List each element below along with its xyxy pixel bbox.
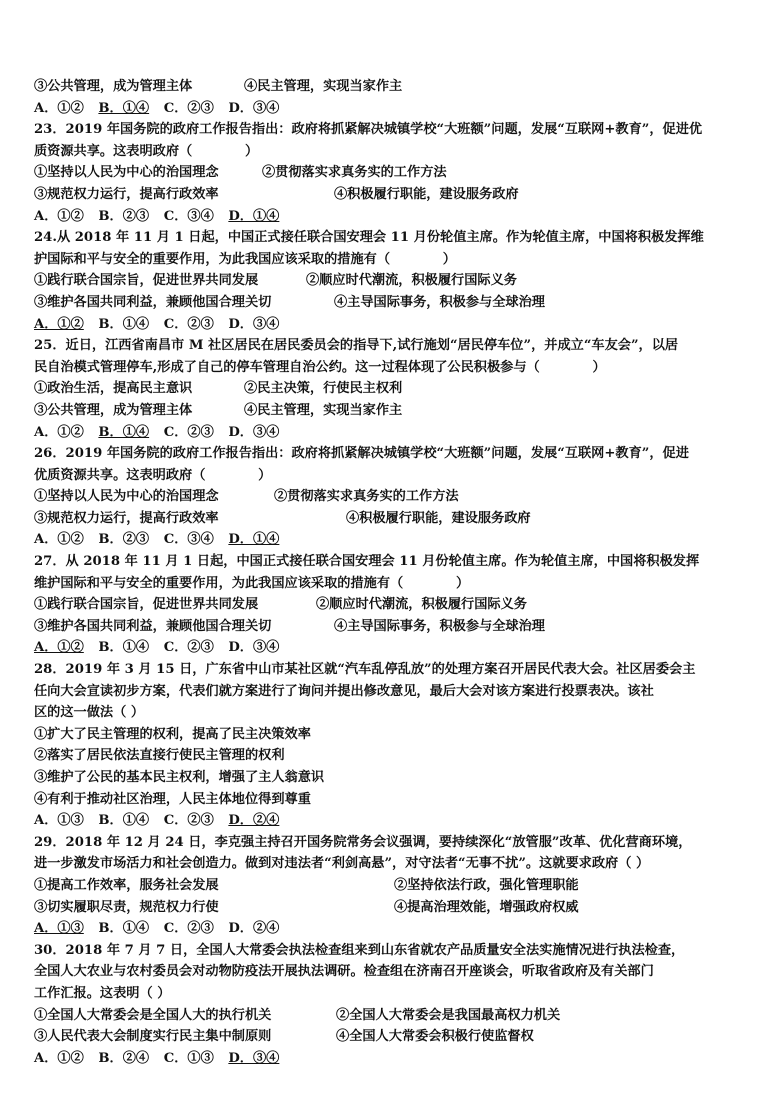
question-stem: 区的这一做法（ ） [34, 705, 145, 721]
question-stem: 质资源共享。这表明政府（ ） [34, 143, 259, 159]
answer-choices [34, 206, 745, 228]
option: ②顺应时代潮流，积极履行国际义务 [316, 597, 527, 613]
question-stem: 23．2019 年国务院的政府工作报告指出：政府将抓紧解决城镇学校“大班额”问题，发展“互联网+教育”，促进优 [34, 122, 703, 138]
choice-d: D．③④ [228, 424, 280, 440]
choice-b: B．①④ [98, 921, 150, 937]
option: ③规范权力运行，提高行政效率 [34, 186, 219, 202]
question-stem: 进一步激发市场活力和社会创造力。做到对违法者“利剑高悬”，对守法者“无事不扰”。这就要求政府（ ） [34, 856, 650, 872]
choice-d: D．③④ [228, 100, 280, 116]
option: ④民主管理，实现当家作主 [244, 402, 403, 418]
option: ③切实履职尽责，规范权力行使 [34, 899, 219, 915]
choice-a: A．①② [34, 1050, 84, 1066]
choice-b: B．①④ [98, 640, 150, 656]
option: ④积极履行职能，建设服务政府 [334, 186, 519, 202]
question-stem: 任向大会宣读初步方案，代表们就方案进行了询问并提出修改意见，最后大会对该方案进行投票表决。该社 [34, 683, 654, 699]
option: ③公共管理，成为管理主体 [34, 402, 193, 418]
choice-c: C．②③ [163, 316, 214, 332]
choice-c: C．②③ [163, 921, 214, 937]
question-stem: 工作汇报。这表明（ ） [34, 985, 171, 1001]
option: ②民主决策，行使民主权利 [244, 381, 403, 397]
question-stem: 29．2018 年 12 月 24 日，李克强主持召开国务院常务会议强调，要持续深化“放管服”改革、优化营商环境， [34, 834, 692, 850]
question-stem: 26．2019 年国务院的政府工作报告指出：政府将抓紧解决城镇学校“大班额”问题，发展“互联网+教育”，促进 [34, 446, 689, 462]
question-stem: 全国人大农业与农村委员会对动物防疫法开展执法调研。检查组在济南召开座谈会，听取省政府及有关部门 [34, 964, 654, 980]
choice-d: D．③④ [228, 316, 280, 332]
answer-choices [34, 314, 745, 336]
choice-a: A．①③ [34, 921, 84, 937]
option-line [34, 76, 745, 98]
option-line [34, 270, 745, 292]
choice-c: C．②③ [163, 424, 214, 440]
choice-a: A．①② [34, 640, 84, 656]
answer-choices [34, 1048, 745, 1070]
option-line [34, 594, 745, 616]
answer-choices [34, 422, 745, 444]
option: ①政治生活，提高民主意识 [34, 381, 193, 397]
option: ③人民代表大会制度实行民主集中制原则 [34, 1029, 272, 1045]
option: ④有利于推动社区治理，人民主体地位得到尊重 [34, 791, 311, 807]
question-stem: 护国际和平与安全的重要作用，为此我国应该采取的措施有（ ） [34, 251, 456, 267]
option: ②落实了居民依法直接行使民主管理的权利 [34, 748, 285, 764]
option: ②贯彻落实求真务实的工作方法 [262, 165, 447, 181]
option-line [34, 486, 745, 508]
option-line [34, 400, 745, 422]
question-stem: 27．从 2018 年 11 月 1 日起，中国正式接任联合国安理会 11 月份轮值主席。作为轮值主席，中国将积极发挥 [34, 554, 700, 570]
option-line [34, 897, 745, 919]
option-line [34, 508, 745, 530]
choice-a: A．①② [34, 424, 84, 440]
answer-choices [34, 918, 745, 940]
choice-d: D．②④ [228, 921, 280, 937]
option: ①坚持以人民为中心的治国理念 [34, 489, 219, 505]
choice-b: B．①④ [98, 424, 150, 440]
choice-d: D．①④ [228, 208, 280, 224]
answer-choices [34, 529, 745, 551]
choice-d: D．②④ [228, 813, 280, 829]
option: ①践行联合国宗旨，促进世界共同发展 [34, 273, 259, 289]
choice-a: A．①② [34, 316, 84, 332]
option: ④全国人大常委会积极行使监督权 [336, 1029, 534, 1045]
option: ②贯彻落实求真务实的工作方法 [274, 489, 459, 505]
option: ①坚持以人民为中心的治国理念 [34, 165, 219, 181]
choice-d: D．③④ [228, 640, 280, 656]
option: ③公共管理，成为管理主体 [34, 79, 193, 94]
option: ③规范权力运行，提高行政效率 [34, 510, 219, 526]
option: ③维护各国共同利益，兼顾他国合理关切 [34, 618, 272, 634]
option-line [34, 1005, 745, 1027]
choice-b: B．②④ [98, 1050, 150, 1066]
option: ①提高工作效率，服务社会发展 [34, 877, 219, 893]
choice-c: C．②③ [163, 100, 214, 116]
option: ④积极履行职能，建设服务政府 [346, 510, 531, 526]
choice-d: D．③④ [228, 1050, 280, 1066]
question-stem: 民自治模式管理停车,形成了自己的停车管理自治公约。这一过程体现了公民积极参与（ ） [34, 359, 606, 375]
option: ①扩大了民主管理的权利，提高了民主决策效率 [34, 726, 311, 742]
option-line [34, 616, 745, 638]
option-line [34, 378, 745, 400]
option: ④提高治理效能，增强政府权威 [394, 899, 579, 915]
choice-c: C．②③ [163, 813, 214, 829]
choice-b: B．②③ [98, 208, 150, 224]
choice-d: D．①④ [228, 532, 280, 548]
choice-c: C．①③ [163, 1050, 214, 1066]
option: ④主导国际事务，积极参与全球治理 [334, 618, 545, 634]
option-line [34, 875, 745, 897]
choice-a: A．①② [34, 100, 84, 116]
option: ②顺应时代潮流，积极履行国际义务 [306, 273, 517, 289]
option: ④主导国际事务，积极参与全球治理 [334, 294, 545, 310]
choice-b: B．①④ [98, 813, 150, 829]
question-stem: 30．2018 年 7 月 7 日，全国人大常委会执法检查组来到山东省就农产品质量安全法实施情况进行执法检查， [34, 942, 685, 958]
choice-c: C．③④ [163, 532, 214, 548]
choice-a: A．①② [34, 532, 84, 548]
answer-choices [34, 637, 745, 659]
question-stem: 28．2019 年 3 月 15 日，广东省中山市某社区就“汽车乱停乱放”的处理方案召开居民代表大会。社区居委会主 [34, 662, 696, 678]
choice-a: A．①③ [34, 813, 84, 829]
option-line [34, 292, 745, 314]
choice-c: C．②③ [163, 640, 214, 656]
choice-b: B．①④ [98, 100, 150, 116]
question-stem: 优质资源共享。这表明政府（ ） [34, 467, 272, 483]
choice-c: C．③④ [163, 208, 214, 224]
option: ②坚持依法行政，强化管理职能 [394, 877, 579, 893]
option-line [34, 1026, 745, 1048]
option: ③维护各国共同利益，兼顾他国合理关切 [34, 294, 272, 310]
option: ②全国人大常委会是我国最高权力机关 [336, 1007, 561, 1023]
choice-b: B．②③ [98, 532, 150, 548]
answer-choices [34, 810, 745, 832]
choice-a: A．①② [34, 208, 84, 224]
option-line [34, 184, 745, 206]
question-stem: 25．近日，江西省南昌市 M 社区居民在居民委员会的指导下,试行施划“居民停车位”，并成立“车友会”，以居 [34, 338, 679, 354]
choice-b: B．①④ [98, 316, 150, 332]
option: ①践行联合国宗旨，促进世界共同发展 [34, 597, 259, 613]
answer-choices [34, 98, 745, 120]
option: ④民主管理，实现当家作主 [244, 79, 403, 94]
option-line [34, 162, 745, 184]
question-stem: 维护国际和平与安全的重要作用，为此我国应该采取的措施有（ ） [34, 575, 470, 591]
question-stem: 24.从 2018 年 11 月 1 日起，中国正式接任联合国安理会 11 月份轮值主席。作为轮值主席，中国将积极发挥维 [34, 230, 704, 246]
option: ①全国人大常委会是全国人大的执行机关 [34, 1007, 272, 1023]
option: ③维护了公民的基本民主权利，增强了主人翁意识 [34, 770, 325, 785]
